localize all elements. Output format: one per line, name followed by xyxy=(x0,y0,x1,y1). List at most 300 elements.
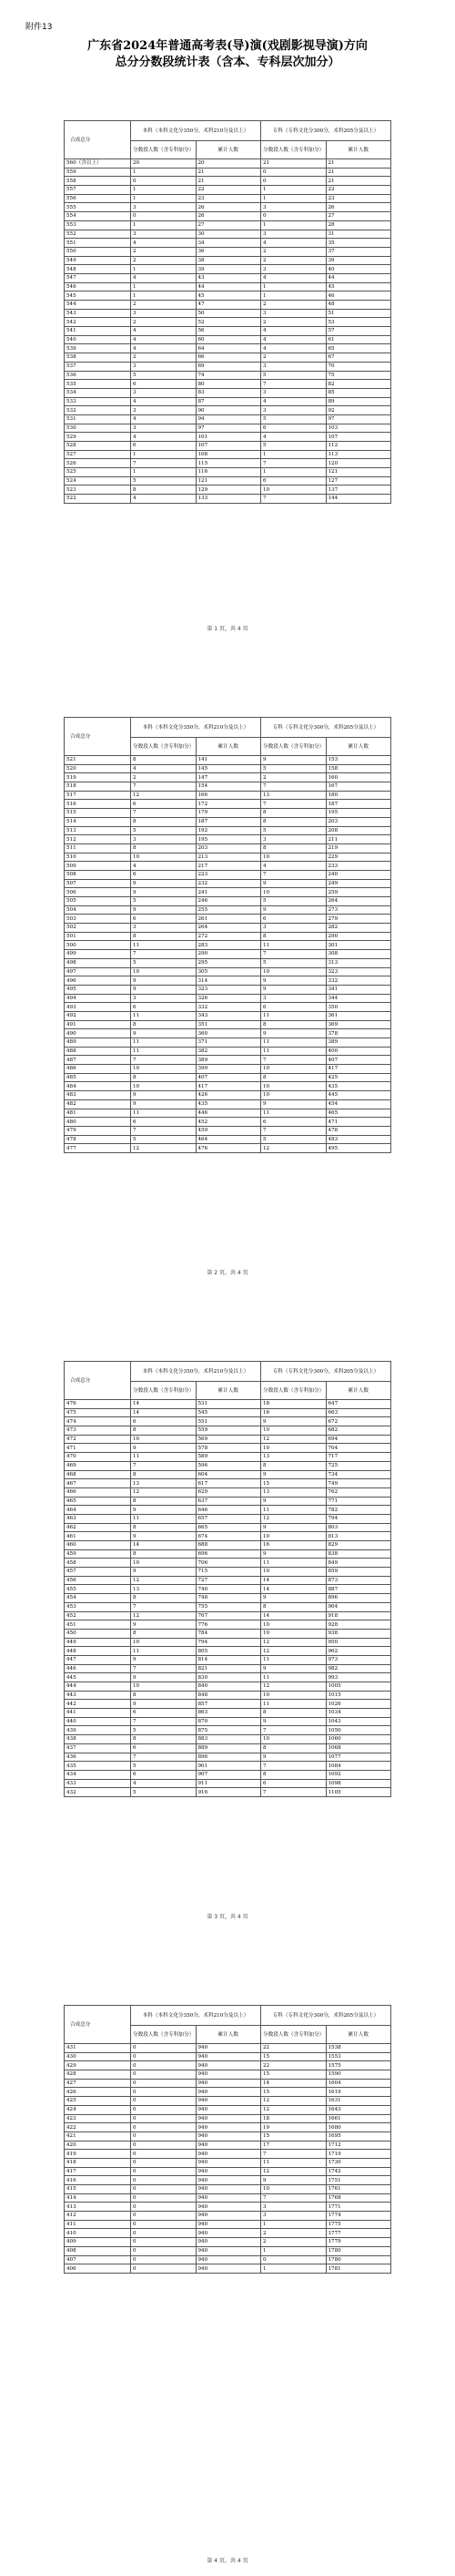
table-row xyxy=(65,380,391,389)
segment-count-cell: 9 xyxy=(131,976,197,986)
junior-cumulative-cell: 195 xyxy=(326,809,391,818)
junior-segment-cell: 3 xyxy=(261,406,327,415)
junior-segment-header: 分数段人数（含专科加分） xyxy=(261,141,327,159)
junior-segment-cell: 7 xyxy=(261,1726,327,1735)
junior-segment-cell: 8 xyxy=(261,932,327,941)
cumulative-cell: 531 xyxy=(196,1400,261,1409)
table-row xyxy=(65,424,391,433)
junior-cumulative-cell: 1730 xyxy=(326,2158,391,2167)
score-cell: 413 xyxy=(65,2203,131,2212)
score-header: 合成总分 xyxy=(65,718,131,756)
junior-segment-cell: 7 xyxy=(261,1788,327,1797)
junior-segment-cell: 9 xyxy=(261,985,327,994)
table-row xyxy=(65,800,391,809)
junior-segment-cell: 14 xyxy=(261,1576,327,1585)
junior-cumulative-cell: 89 xyxy=(326,397,391,406)
junior-cumulative-cell: 23 xyxy=(326,194,391,203)
segment-count-cell: 9 xyxy=(131,1673,197,1682)
score-cell: 559 xyxy=(65,168,131,177)
segment-count-cell: 7 xyxy=(131,950,197,959)
segment-count-cell: 9 xyxy=(131,1099,197,1109)
score-cell: 528 xyxy=(65,442,131,451)
cumulative-cell: 940 xyxy=(196,2088,261,2097)
cumulative-cell: 446 xyxy=(196,1109,261,1118)
table-row xyxy=(65,1109,391,1118)
junior-cumulative-cell: 26 xyxy=(326,203,391,212)
table-row xyxy=(65,265,391,274)
segment-count-cell: 9 xyxy=(131,1029,197,1038)
cumulative-cell: 814 xyxy=(196,1655,261,1664)
table-row xyxy=(65,2158,391,2167)
cumulative-cell: 940 xyxy=(196,2158,261,2167)
junior-cumulative-cell: 1779 xyxy=(326,2238,391,2247)
table-row xyxy=(65,2105,391,2114)
segment-count-cell: 7 xyxy=(131,1056,197,1065)
page-footer: 第 2 页，共 4 页 xyxy=(207,1270,248,1276)
cumulative-cell: 60 xyxy=(196,335,261,344)
segment-count-cell: 10 xyxy=(131,1559,197,1568)
segment-count-cell: 8 xyxy=(131,486,197,495)
junior-cumulative-cell: 61 xyxy=(326,335,391,344)
junior-cumulative-cell: 21 xyxy=(326,177,391,186)
junior-cumulative-cell: 762 xyxy=(326,1487,391,1497)
segment-count-cell: 9 xyxy=(131,905,197,915)
score-cell: 554 xyxy=(65,212,131,221)
junior-cumulative-cell: 471 xyxy=(326,1118,391,1127)
segment-count-cell: 0 xyxy=(131,2061,197,2070)
cumulative-cell: 896 xyxy=(196,1753,261,1762)
cumulative-cell: 727 xyxy=(196,1576,261,1585)
segment-count-cell: 10 xyxy=(131,1682,197,1692)
score-cell: 548 xyxy=(65,265,131,274)
junior-segment-cell: 9 xyxy=(261,1497,327,1506)
segment-count-cell: 0 xyxy=(131,2088,197,2097)
segment-count-cell: 8 xyxy=(131,1629,197,1638)
cumulative-cell: 94 xyxy=(196,414,261,424)
table-row xyxy=(65,1408,391,1417)
segment-count-cell: 10 xyxy=(131,1638,197,1647)
table-row xyxy=(65,1126,391,1135)
table-row xyxy=(65,1762,391,1771)
table-row xyxy=(65,1003,391,1012)
junior-cumulative-cell: 425 xyxy=(326,1073,391,1082)
score-cell: 444 xyxy=(65,1682,131,1692)
junior-cumulative-cell: 1105 xyxy=(326,1788,391,1797)
junior-cumulative-cell: 1780 xyxy=(326,2246,391,2255)
junior-segment-cell: 10 xyxy=(261,1629,327,1638)
segment-count-cell: 3 xyxy=(131,309,197,318)
score-cell: 434 xyxy=(65,1770,131,1779)
cumulative-cell: 784 xyxy=(196,1629,261,1638)
score-cell: 501 xyxy=(65,932,131,941)
segment-count-cell: 8 xyxy=(131,1426,197,1436)
junior-cumulative-cell: 938 xyxy=(326,1629,391,1638)
score-cell: 489 xyxy=(65,1038,131,1048)
junior-cumulative-cell: 454 xyxy=(326,1099,391,1109)
junior-segment-header: 分数段人数（含专科加分） xyxy=(261,2026,327,2044)
score-cell: 467 xyxy=(65,1479,131,1488)
junior-segment-cell: 13 xyxy=(261,791,327,800)
cumulative-cell: 889 xyxy=(196,1743,261,1753)
cumulative-cell: 940 xyxy=(196,2212,261,2221)
table-row xyxy=(65,976,391,986)
junior-cumulative-cell: 167 xyxy=(326,782,391,792)
junior-cumulative-cell: 137 xyxy=(326,486,391,495)
segment-count-cell: 9 xyxy=(131,1532,197,1541)
junior-cumulative-cell: 694 xyxy=(326,1435,391,1444)
junior-segment-cell: 11 xyxy=(261,1011,327,1020)
table-row xyxy=(65,2131,391,2141)
cumulative-cell: 459 xyxy=(196,1126,261,1135)
cumulative-cell: 883 xyxy=(196,1735,261,1744)
table-row xyxy=(65,2255,391,2264)
segment-count-cell: 9 xyxy=(131,1655,197,1664)
score-cell: 533 xyxy=(65,397,131,406)
segment-count-cell: 12 xyxy=(131,1487,197,1497)
segment-count-cell: 3 xyxy=(131,835,197,844)
score-cell: 537 xyxy=(65,362,131,371)
score-cell: 513 xyxy=(65,826,131,835)
cumulative-cell: 830 xyxy=(196,1673,261,1682)
junior-segment-cell: 12 xyxy=(261,2167,327,2176)
segment-count-cell: 7 xyxy=(131,1664,197,1673)
junior-cumulative-cell: 75 xyxy=(326,371,391,380)
score-cell: 544 xyxy=(65,301,131,310)
table-row xyxy=(65,318,391,327)
junior-cumulative-cell: 341 xyxy=(326,985,391,994)
segment-count-cell: 0 xyxy=(131,2123,197,2132)
junior-cumulative-cell: 1619 xyxy=(326,2088,391,2097)
junior-segment-cell: 15 xyxy=(261,2131,327,2141)
segment-count-cell: 1 xyxy=(131,265,197,274)
junior-segment-cell: 8 xyxy=(261,843,327,853)
junior-segment-cell: 1 xyxy=(261,220,327,230)
score-cell: 531 xyxy=(65,414,131,424)
cumulative-cell: 940 xyxy=(196,2105,261,2114)
table-row xyxy=(65,1047,391,1056)
segment-count-cell: 9 xyxy=(131,1700,197,1709)
junior-cumulative-cell: 813 xyxy=(326,1532,391,1541)
junior-segment-cell: 14 xyxy=(261,2079,327,2088)
segment-count-cell: 8 xyxy=(131,1735,197,1744)
table-row xyxy=(65,2123,391,2132)
junior-cumulative-cell: 112 xyxy=(326,442,391,451)
junior-cumulative-cell: 1771 xyxy=(326,2203,391,2212)
segment-count-cell: 14 xyxy=(131,1408,197,1417)
score-cell: 496 xyxy=(65,976,131,986)
table-row xyxy=(65,1118,391,1127)
table-row xyxy=(65,406,391,415)
cumulative-cell: 22 xyxy=(196,186,261,195)
cumulative-cell: 83 xyxy=(196,388,261,397)
score-cell: 431 xyxy=(65,2044,131,2053)
segment-count-cell: 10 xyxy=(131,967,197,976)
cumulative-cell: 399 xyxy=(196,1065,261,1074)
table-row xyxy=(65,2150,391,2159)
page-footer: 第 4 页，共 4 页 xyxy=(207,2558,248,2564)
segment-count-cell: 12 xyxy=(131,791,197,800)
score-cell: 466 xyxy=(65,1487,131,1497)
table-row xyxy=(65,442,391,451)
score-cell: 517 xyxy=(65,791,131,800)
table-row xyxy=(65,1479,391,1488)
cumulative-cell: 141 xyxy=(196,756,261,765)
junior-segment-cell: 10 xyxy=(261,486,327,495)
score-cell: 465 xyxy=(65,1497,131,1506)
undergrad-group-header: 本科（本科文化分350分，术科210分及以上） xyxy=(131,2006,261,2026)
segment-count-cell: 4 xyxy=(131,495,197,504)
table-row xyxy=(65,159,391,169)
score-cell: 458 xyxy=(65,1559,131,1568)
cumulative-cell: 87 xyxy=(196,397,261,406)
junior-segment-cell: 3 xyxy=(261,2212,327,2221)
score-cell: 502 xyxy=(65,924,131,933)
score-cell: 522 xyxy=(65,495,131,504)
table-row xyxy=(65,414,391,424)
junior-cumulative-cell: 771 xyxy=(326,1497,391,1506)
junior-segment-cell: 12 xyxy=(261,2097,327,2106)
cumulative-header: 累计人数 xyxy=(196,738,261,756)
table-row xyxy=(65,870,391,879)
score-cell: 480 xyxy=(65,1118,131,1127)
junior-cumulative-cell: 1680 xyxy=(326,2123,391,2132)
table-row xyxy=(65,1417,391,1426)
table-row xyxy=(65,1788,391,1797)
cumulative-cell: 857 xyxy=(196,1700,261,1709)
cumulative-cell: 940 xyxy=(196,2114,261,2123)
score-cell: 468 xyxy=(65,1470,131,1479)
cumulative-cell: 589 xyxy=(196,1453,261,1462)
junior-segment-cell: 10 xyxy=(261,853,327,862)
segment-count-cell: 3 xyxy=(131,230,197,239)
junior-segment-cell: 7 xyxy=(261,2150,327,2159)
junior-cumulative-cell: 22 xyxy=(326,186,391,195)
score-cell: 412 xyxy=(65,2212,131,2221)
table-row xyxy=(65,1056,391,1065)
junior-segment-cell: 12 xyxy=(261,1638,327,1647)
junior-segment-cell: 9 xyxy=(261,1594,327,1603)
score-cell: 535 xyxy=(65,380,131,389)
cumulative-cell: 389 xyxy=(196,1056,261,1065)
segment-count-cell: 1 xyxy=(131,450,197,459)
cumulative-cell: 940 xyxy=(196,2220,261,2229)
junior-cumulative-cell: 1719 xyxy=(326,2150,391,2159)
table-row xyxy=(65,1541,391,1550)
junior-cumulative-cell: 313 xyxy=(326,958,391,967)
cumulative-cell: 30 xyxy=(196,230,261,239)
table-row xyxy=(65,247,391,256)
cumulative-cell: 407 xyxy=(196,1073,261,1082)
junior-segment-cell: 18 xyxy=(261,2114,327,2123)
table-row xyxy=(65,2052,391,2061)
score-cell: 484 xyxy=(65,1082,131,1091)
table-row xyxy=(65,212,391,221)
cumulative-cell: 217 xyxy=(196,862,261,871)
cumulative-cell: 940 xyxy=(196,2070,261,2080)
segment-count-cell: 0 xyxy=(131,2167,197,2176)
table-row xyxy=(65,1549,391,1559)
junior-cumulative-cell: 28 xyxy=(326,220,391,230)
junior-cumulative-cell: 1643 xyxy=(326,2105,391,2114)
junior-segment-cell: 9 xyxy=(261,756,327,765)
score-cell: 475 xyxy=(65,1408,131,1417)
junior-segment-cell: 8 xyxy=(261,1020,327,1029)
cumulative-cell: 116 xyxy=(196,468,261,477)
cumulative-cell: 688 xyxy=(196,1541,261,1550)
score-cell: 440 xyxy=(65,1717,131,1726)
segment-header: 分数段人数（含专科加分） xyxy=(131,1382,197,1400)
segment-count-cell: 0 xyxy=(131,2052,197,2061)
cumulative-cell: 911 xyxy=(196,1779,261,1788)
junior-cumulative-cell: 378 xyxy=(326,1029,391,1038)
segment-count-cell: 4 xyxy=(131,764,197,773)
segment-count-cell: 1 xyxy=(131,186,197,195)
junior-segment-cell: 11 xyxy=(261,941,327,950)
table-row xyxy=(65,2212,391,2221)
cumulative-cell: 696 xyxy=(196,1549,261,1559)
junior-cumulative-cell: 240 xyxy=(326,870,391,879)
junior-segment-cell: 11 xyxy=(261,1559,327,1568)
junior-cumulative-cell: 1661 xyxy=(326,2114,391,2123)
score-cell: 541 xyxy=(65,327,131,336)
segment-count-cell: 8 xyxy=(131,1073,197,1082)
score-cell: 470 xyxy=(65,1453,131,1462)
score-cell: 446 xyxy=(65,1664,131,1673)
junior-cumulative-cell: 682 xyxy=(326,1426,391,1436)
table-row xyxy=(65,168,391,177)
table-row xyxy=(65,1065,391,1074)
junior-segment-cell: 3 xyxy=(261,203,327,212)
junior-segment-cell: 2 xyxy=(261,2229,327,2238)
segment-count-cell: 0 xyxy=(131,2185,197,2194)
cumulative-cell: 665 xyxy=(196,1523,261,1532)
segment-count-cell: 4 xyxy=(131,862,197,871)
segment-count-cell: 6 xyxy=(131,1709,197,1718)
table-row xyxy=(65,888,391,897)
cumulative-cell: 36 xyxy=(196,247,261,256)
score-cell: 487 xyxy=(65,1056,131,1065)
junior-cumulative-cell: 950 xyxy=(326,1638,391,1647)
score-cell: 437 xyxy=(65,1743,131,1753)
cumulative-cell: 596 xyxy=(196,1461,261,1470)
segment-count-cell: 0 xyxy=(131,2070,197,2080)
junior-segment-cell: 9 xyxy=(261,976,327,986)
score-table xyxy=(64,2005,391,2274)
table-row xyxy=(65,1753,391,1762)
junior-segment-cell: 12 xyxy=(261,1514,327,1523)
junior-cumulative-cell: 849 xyxy=(326,1559,391,1568)
junior-segment-cell: 9 xyxy=(261,1549,327,1559)
junior-cumulative-cell: 1050 xyxy=(326,1726,391,1735)
cumulative-cell: 44 xyxy=(196,282,261,291)
cumulative-cell: 740 xyxy=(196,1585,261,1594)
table-row xyxy=(65,239,391,248)
junior-segment-cell: 7 xyxy=(261,782,327,792)
table-row xyxy=(65,468,391,477)
score-cell: 519 xyxy=(65,773,131,782)
table-row xyxy=(65,905,391,915)
cumulative-cell: 360 xyxy=(196,1029,261,1038)
junior-segment-cell: 14 xyxy=(261,1585,327,1594)
score-header: 合成总分 xyxy=(65,1362,131,1400)
segment-count-cell: 4 xyxy=(131,1779,197,1788)
score-cell: 436 xyxy=(65,1753,131,1762)
junior-segment-cell: 4 xyxy=(261,433,327,442)
junior-segment-cell: 1 xyxy=(261,282,327,291)
cumulative-cell: 863 xyxy=(196,1709,261,1718)
cumulative-cell: 195 xyxy=(196,835,261,844)
junior-cumulative-cell: 31 xyxy=(326,230,391,239)
score-header: 合成总分 xyxy=(65,2006,131,2044)
junior-segment-cell: 10 xyxy=(261,967,327,976)
junior-segment-cell: 6 xyxy=(261,424,327,433)
junior-segment-cell: 15 xyxy=(261,2088,327,2097)
cumulative-cell: 940 xyxy=(196,2061,261,2070)
junior-segment-cell: 3 xyxy=(261,924,327,933)
segment-count-cell: 4 xyxy=(131,414,197,424)
table-row xyxy=(65,1453,391,1462)
cumulative-cell: 332 xyxy=(196,1003,261,1012)
cumulative-cell: 940 xyxy=(196,2167,261,2176)
score-cell: 538 xyxy=(65,353,131,363)
score-cell: 542 xyxy=(65,318,131,327)
score-cell: 447 xyxy=(65,1655,131,1664)
score-cell: 427 xyxy=(65,2079,131,2088)
score-cell: 500 xyxy=(65,941,131,950)
segment-count-cell: 11 xyxy=(131,1038,197,1048)
report-page xyxy=(0,1932,455,2576)
table-row xyxy=(65,486,391,495)
junior-segment-cell: 8 xyxy=(261,1743,327,1753)
score-cell: 488 xyxy=(65,1047,131,1056)
junior-cumulative-cell: 39 xyxy=(326,256,391,265)
cumulative-cell: 715 xyxy=(196,1568,261,1577)
junior-cumulative-cell: 92 xyxy=(326,406,391,415)
junior-segment-cell: 1 xyxy=(261,2220,327,2229)
junior-cumulative-cell: 121 xyxy=(326,468,391,477)
cumulative-cell: 916 xyxy=(196,1788,261,1797)
junior-segment-cell: 11 xyxy=(261,1038,327,1048)
score-cell: 435 xyxy=(65,1762,131,1771)
junior-segment-cell: 12 xyxy=(261,1435,327,1444)
table-row xyxy=(65,476,391,486)
segment-count-cell: 7 xyxy=(131,1717,197,1726)
table-row xyxy=(65,194,391,203)
segment-count-cell: 8 xyxy=(131,1523,197,1532)
junior-cumulative-cell: 208 xyxy=(326,826,391,835)
table-row xyxy=(65,2141,391,2150)
report-title-line1: 广东省2024年普通高考表(导)演(戏剧影视导演)方向 xyxy=(87,39,368,53)
segment-count-cell: 7 xyxy=(131,782,197,792)
cumulative-cell: 264 xyxy=(196,924,261,933)
segment-count-cell: 1 xyxy=(131,468,197,477)
junior-segment-header: 分数段人数（含专科加分） xyxy=(261,1382,327,1400)
table-row xyxy=(65,2088,391,2097)
table-row xyxy=(65,1559,391,1568)
score-cell: 558 xyxy=(65,177,131,186)
segment-count-cell: 7 xyxy=(131,1602,197,1611)
score-cell: 418 xyxy=(65,2158,131,2167)
score-cell: 499 xyxy=(65,950,131,959)
score-cell: 495 xyxy=(65,985,131,994)
junior-segment-cell: 7 xyxy=(261,1126,327,1135)
segment-count-cell: 0 xyxy=(131,2150,197,2159)
junior-cumulative-cell: 97 xyxy=(326,414,391,424)
junior-segment-cell: 4 xyxy=(261,344,327,353)
cumulative-cell: 101 xyxy=(196,433,261,442)
cumulative-cell: 241 xyxy=(196,888,261,897)
score-cell: 439 xyxy=(65,1726,131,1735)
